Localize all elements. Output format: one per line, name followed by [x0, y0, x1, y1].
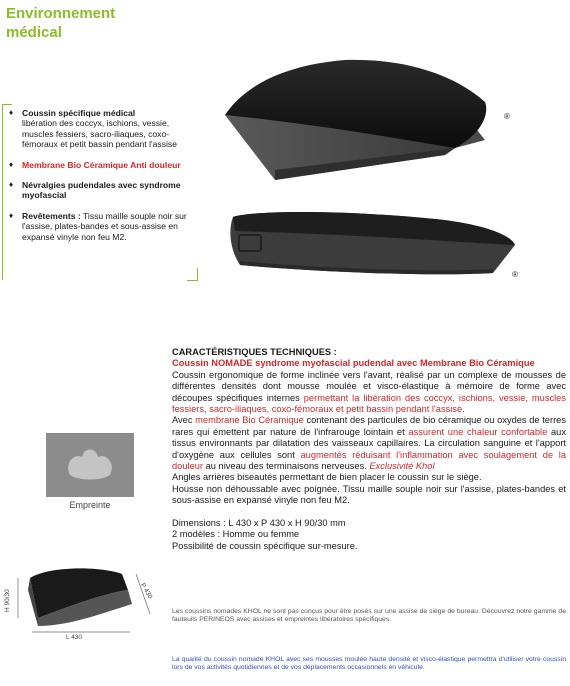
- dim-length-label: L 430: [66, 634, 83, 641]
- diamond-bullet-icon: ♦: [9, 159, 14, 169]
- technical-section: [172, 347, 566, 552]
- dim-depth-label: P 430: [138, 582, 154, 601]
- diamond-bullet-icon: ♦: [9, 210, 14, 220]
- bracket-bottom: [187, 268, 198, 281]
- note-office-seat: Les coussins nomades KHOL ne sont pas conçus pour être posés sur une assise de siège de bureau. Découvrez notre gamme de fauteuils PERINEOS avec assises et empreintes libératoires spécifiques.: [172, 608, 566, 624]
- registered-mark-2: ®: [512, 270, 518, 279]
- bracket-top: [2, 104, 12, 105]
- tech-paragraph-2: Avec membrane Bio Céramique contenant des particules de bio céramique ou oxydes de terres rares qui émettent par nature de l'infrarouge lointain et assurent une chaleur confortable aux tissus environnants par dilatation des vaisseaux capillaires. La circulation sanguine et l'apport d'oxygène aux cellules sont augmentés réduisant l'inflammation avec soulagement de la douleur au niveau des terminaisons nerveuses. Exclusivité Khol: [172, 415, 566, 472]
- custom-text: Possibilité de coussin spécifique sur-mesure.: [172, 540, 358, 551]
- models-text: 2 modèles : Homme ou femme: [172, 529, 300, 540]
- tech-paragraph-3: Angles arrières biseautés permettant de bien placer le coussin sur le siège.: [172, 472, 482, 483]
- empreinte-label: Empreinte: [69, 500, 111, 510]
- cushion-photo-top: [205, 30, 545, 205]
- diamond-bullet-icon: ♦: [9, 108, 14, 117]
- list-item: ♦ Névralgies pudendales avec syndrome myofascial: [9, 180, 181, 201]
- empreinte-image: [46, 433, 134, 497]
- tech-paragraph-1: Coussin ergonomique de forme inclinée vers l'avant, réalisé par un complexe de mousses de différentes densités dont mousse moulée et visco-élastique à mémoire de forme avec découpes spécifiques internes permettant la libération des coccyx, ischions, vessie, muscles fessiers, sacro-iliaques, coxo-fémoraux et petit bassin pendant l'assise.: [172, 369, 566, 415]
- dimensions-text: Dimensions : L 430 x P 430 x H 90/30 mm: [172, 517, 346, 528]
- dim-height-label: H 90/30: [4, 589, 11, 612]
- list-item: ♦ Coussin spécifique médical libération des coccyx, ischions, vessie, muscles fessiers, sacro-iliaques, coxo-fémoraux et petit bassin pendant l'assise: [9, 108, 177, 150]
- cushion-photo-bottom: [225, 205, 525, 285]
- diamond-bullet-icon: ♦: [9, 180, 14, 190]
- cushion-dimension-diagram: [10, 560, 160, 640]
- bracket-side: [2, 104, 3, 280]
- section-title: Environnement médical: [6, 5, 116, 41]
- tech-subheading: Coussin NOMADE syndrome myofascial pudendal avec Membrane Bio Céramique: [172, 358, 535, 369]
- tech-heading: CARACTÉRISTIQUES TECHNIQUES :: [172, 347, 337, 357]
- list-item: ♦ Revêtements : Tissu maille souple noir sur l'assise, plates-bandes et sous-assise en expansé vinyle non feu M2.: [9, 210, 187, 242]
- note-quality: La qualité du coussin nomade KHOL avec ses mousses moulée haute densité et visco-élastique permettra d'utiliser votre coussin lors de vos activités quotidiennes et de vos déplacements occasionnels en véhicule.: [172, 656, 566, 672]
- registered-mark-1: ®: [504, 112, 510, 121]
- list-item: ♦ Membrane Bio Céramique Anti douleur: [9, 159, 181, 170]
- tech-paragraph-4: Housse non déhoussable avec poignée. Tissu maille souple noir sur l'assise, plates-bandes et sous-assise en expansé vinyle non feu M2.: [172, 483, 566, 506]
- feature-list: [8, 108, 193, 252]
